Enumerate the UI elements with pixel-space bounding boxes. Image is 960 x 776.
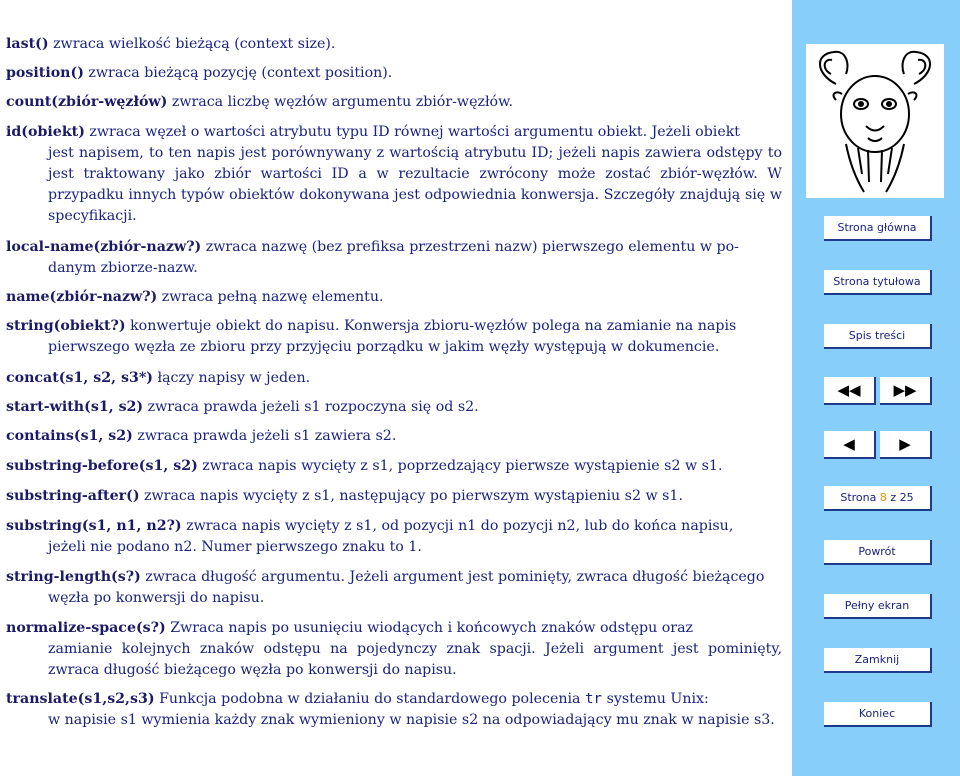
function-description: zwraca prawda jeżeli s1 rozpoczyna się od s2. <box>143 399 479 415</box>
function-description: zwraca napis wycięty z s1, od pozycji n1 do pozycji n2, lub do końca napisu, <box>181 518 734 534</box>
fullscreen-button[interactable]: Pełny ekran <box>824 594 932 619</box>
function-entry <box>6 426 782 447</box>
home-button[interactable]: Strona główna <box>824 216 932 241</box>
function-entry <box>6 92 782 113</box>
function-name: substring(s1, n1, n2?) <box>6 518 182 534</box>
function-description-continued: jest napisem, to ten napis jest porównywany z wartością atrybutu ID; jeżeli napis zawiera odstępy to jest traktowany jako zbiór wartości ID a w rezultacie zwrócony może zostać zbiór-węzłów. W przypadku innych typów obiektów dokonywana jest odpowiednia konwersja. Szczegóły znajdują się w specyfikacji. <box>48 145 782 224</box>
function-description: systemu Unix: <box>602 691 709 707</box>
function-name: concat(s1, s2, s3*) <box>6 370 153 386</box>
function-description: Zwraca napis po usunięciu wiodących i końcowych znaków odstępu oraz <box>165 620 693 636</box>
function-description: zwraca długość argumentu. Jeżeli argument jest pominięty, zwraca długość bieżącego <box>140 569 765 585</box>
function-description-continued: jeżeli nie podano n2. Numer pierwszego znaku to 1. <box>48 539 422 555</box>
function-name: start-with(s1, s2) <box>6 399 144 415</box>
page-prefix: Strona <box>840 491 880 504</box>
total-pages: 25 <box>899 491 914 504</box>
gnu-head-icon <box>806 44 944 198</box>
function-name: normalize-space(s?) <box>6 620 166 636</box>
back-button[interactable]: Powrót <box>824 540 932 565</box>
function-name: contains(s1, s2) <box>6 428 133 444</box>
function-name: name(zbiór-nazw?) <box>6 289 158 305</box>
function-description: konwertuje obiekt do napisu. Konwersja zbioru-węzłów polega na zamianie na napis <box>125 318 737 334</box>
function-description-continued: w napisie s1 wymienia każdy znak wymieniony w napisie s2 na odpowiadający mu znak w napisie s3. <box>48 712 775 728</box>
current-page-number: 8 <box>879 491 887 504</box>
function-entry <box>6 689 782 731</box>
function-entry <box>6 486 782 507</box>
function-entry <box>6 316 782 358</box>
title-page-button[interactable]: Strona tytułowa <box>824 270 932 295</box>
function-description: zwraca napis wycięty z s1, następujący po pierwszym wystąpieniu s2 w s1. <box>139 488 683 504</box>
function-description: zwraca liczbę węzłów argumentu zbiór-węzłów. <box>167 94 514 110</box>
function-description: Funkcja podobna w działaniu do standardowego polecenia <box>154 691 586 707</box>
prev-page-icon[interactable]: ◀ <box>824 431 876 459</box>
function-name: count(zbiór-węzłów) <box>6 94 168 110</box>
function-name: id(obiekt) <box>6 124 85 140</box>
function-entry <box>6 34 782 55</box>
function-name: string-length(s?) <box>6 569 141 585</box>
close-button[interactable]: Zamknij <box>824 648 932 673</box>
function-description: zwraca pełną nazwę elementu. <box>157 289 384 305</box>
function-entry <box>6 618 782 681</box>
function-description: zwraca prawda jeżeli s1 zawiera s2. <box>132 428 397 444</box>
function-description: zwraca nazwę (bez prefiksa przestrzeni nazw) pierwszego elementu w po- <box>201 239 739 255</box>
page-indicator <box>824 486 932 511</box>
function-description-continued: danym zbiorze-nazw. <box>48 260 198 276</box>
function-entry <box>6 567 782 609</box>
function-description: zwraca węzeł o wartości atrybutu typu ID równej wartości argumentu obiekt. Jeżeli obiekt <box>84 124 741 140</box>
function-description: zwraca wielkość bieżącą (context size). <box>48 36 336 52</box>
code-snippet: tr <box>585 691 603 707</box>
quit-button[interactable]: Koniec <box>824 702 932 727</box>
function-description-continued: pierwszego węzła ze zbioru przy przyjęciu porządku w jakim węzły występują w dokumencie. <box>48 339 720 355</box>
first-page-icon[interactable]: ◀◀ <box>824 377 876 405</box>
function-name: position() <box>6 65 84 81</box>
gnu-logo <box>806 44 944 198</box>
function-entry <box>6 397 782 418</box>
function-entry <box>6 63 782 84</box>
function-description-continued: zamianie kolejnych znaków odstępu na pojedynczy znak spacji. Jeżeli argument jest pominięty, zwraca długość bieżącego węzła po konwersji do napisu. <box>48 641 782 678</box>
function-entry <box>6 456 782 477</box>
function-entry <box>6 122 782 227</box>
function-name: substring-before(s1, s2) <box>6 458 198 474</box>
last-page-icon[interactable]: ▶▶ <box>880 377 932 405</box>
function-description: zwraca bieżącą pozycję (context position). <box>83 65 393 81</box>
function-description: zwraca napis wycięty z s1, poprzedzający pierwsze wystąpienie s2 w s1. <box>197 458 723 474</box>
function-entry <box>6 237 782 279</box>
function-description-continued: węzła po konwersji do napisu. <box>48 590 265 606</box>
function-name: last() <box>6 36 49 52</box>
function-entry <box>6 287 782 308</box>
function-name: string(obiekt?) <box>6 318 126 334</box>
function-entry <box>6 516 782 558</box>
next-page-icon[interactable]: ▶ <box>880 431 932 459</box>
page-middle: z <box>886 491 900 504</box>
function-name: translate(s1,s2,s3) <box>6 691 155 707</box>
function-name: substring-after() <box>6 488 140 504</box>
function-name: local-name(zbiór-nazw?) <box>6 239 202 255</box>
function-description: łączy napisy w jeden. <box>152 370 311 386</box>
navigation-sidebar <box>792 0 960 776</box>
table-of-contents-button[interactable]: Spis treści <box>824 324 932 349</box>
function-entry <box>6 368 782 389</box>
